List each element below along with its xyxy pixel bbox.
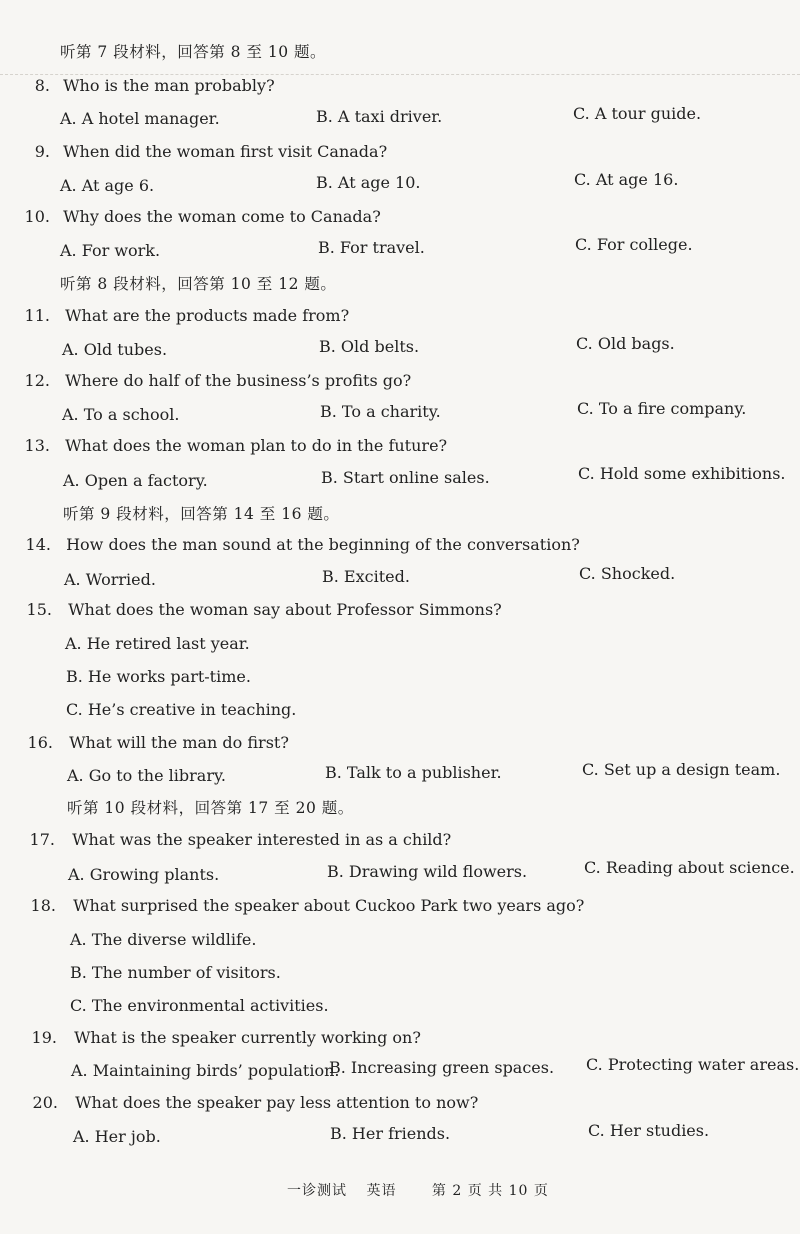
option-b: B. Old belts.	[319, 337, 420, 356]
question-number: 17.	[29, 830, 55, 849]
option-a: A. He retired last year.	[65, 634, 250, 653]
question-text: Where do half of the business’s profits go?	[65, 371, 412, 390]
question-number: 13.	[24, 436, 50, 455]
footer-page-number: 第 2 页 共 10 页	[431, 1183, 549, 1199]
option-b: B. Talk to a publisher.	[325, 763, 502, 782]
section-heading: 听第 8 段材料，回答第 10 至 12 题。	[60, 275, 337, 293]
question-text: What was the speaker interested in as a child?	[72, 830, 452, 849]
option-a: A. To a school.	[62, 405, 180, 424]
option-a: A. Old tubes.	[62, 340, 168, 359]
section-heading: 听第 9 段材料，回答第 14 至 16 题。	[63, 505, 340, 523]
question-text: When did the woman first visit Canada?	[63, 142, 388, 161]
option-b: B. He works part-time.	[66, 667, 251, 686]
question-number: 8.	[34, 76, 50, 95]
question-17	[27, 830, 451, 849]
question-9	[30, 142, 387, 161]
option-a: A. The diverse wildlife.	[70, 930, 257, 949]
option-c: C. To a fire company.	[577, 399, 747, 418]
option-b: B. A taxi driver.	[316, 107, 443, 126]
option-a: A. Her job.	[73, 1127, 161, 1146]
question-text: What will the man do first?	[69, 733, 289, 752]
option-c: C. Protecting water areas.	[586, 1055, 800, 1074]
question-number: 16.	[27, 733, 53, 752]
question-11	[22, 306, 349, 325]
question-number: 10.	[24, 207, 50, 226]
question-15	[24, 600, 502, 619]
section-heading: 听第 7 段材料，回答第 8 至 10 题。	[60, 43, 327, 61]
option-b: B. Excited.	[322, 567, 410, 586]
scan-divider	[0, 74, 800, 75]
option-c: C. For college.	[575, 235, 693, 254]
option-c: C. He’s creative in teaching.	[66, 700, 297, 719]
option-b: B. Her friends.	[330, 1124, 451, 1143]
option-b: B. Start online sales.	[321, 468, 490, 487]
question-19	[29, 1028, 421, 1047]
page-footer	[287, 1180, 549, 1200]
question-number: 14.	[25, 535, 51, 554]
option-c: C. At age 16.	[574, 170, 679, 189]
question-text: How does the man sound at the beginning of the conversation?	[66, 535, 580, 554]
option-c: C. Reading about science.	[584, 858, 795, 877]
option-a: A. For work.	[60, 241, 161, 260]
footer-exam-name: 一诊测试	[287, 1183, 347, 1199]
question-16	[25, 733, 289, 752]
option-a: A. Growing plants.	[68, 865, 220, 884]
option-c: C. Set up a design team.	[582, 760, 781, 779]
option-c: C. A tour guide.	[573, 104, 702, 123]
question-13	[22, 436, 447, 455]
option-a: A. A hotel manager.	[60, 109, 220, 128]
question-10	[22, 207, 381, 226]
option-a: A. At age 6.	[60, 176, 155, 195]
option-b: B. Increasing green spaces.	[329, 1058, 555, 1077]
question-text: What does the speaker pay less attention to now?	[75, 1093, 479, 1112]
question-text: Who is the man probably?	[63, 76, 275, 95]
question-20	[30, 1093, 478, 1112]
question-18	[28, 896, 584, 915]
question-text: Why does the woman come to Canada?	[63, 207, 381, 226]
option-b: B. For travel.	[318, 238, 425, 257]
option-c: C. Hold some exhibitions.	[578, 464, 786, 483]
question-number: 20.	[32, 1093, 58, 1112]
question-number: 18.	[30, 896, 56, 915]
question-number: 11.	[24, 306, 50, 325]
option-c: C. Shocked.	[579, 564, 676, 583]
question-8	[30, 76, 275, 95]
option-b: B. To a charity.	[320, 402, 441, 421]
question-text: What is the speaker currently working on?	[74, 1028, 421, 1047]
option-b: B. Drawing wild flowers.	[327, 862, 528, 881]
section-heading: 听第 10 段材料，回答第 17 至 20 题。	[67, 799, 354, 817]
option-c: C. Her studies.	[588, 1121, 710, 1140]
question-number: 12.	[24, 371, 50, 390]
question-text: What surprised the speaker about Cuckoo Park two years ago?	[73, 896, 585, 915]
option-c: C. The environmental activities.	[70, 996, 329, 1015]
option-a: A. Go to the library.	[67, 766, 226, 785]
option-a: A. Worried.	[64, 570, 156, 589]
option-b: B. At age 10.	[316, 173, 421, 192]
option-a: A. Open a factory.	[63, 471, 208, 490]
option-b: B. The number of visitors.	[70, 963, 281, 982]
question-14	[23, 535, 580, 554]
question-text: What are the products made from?	[65, 306, 350, 325]
question-text: What does the woman say about Professor Simmons?	[68, 600, 502, 619]
option-a: A. Maintaining birds’ population.	[71, 1061, 340, 1080]
question-12	[22, 371, 411, 390]
question-number: 15.	[26, 600, 52, 619]
question-number: 9.	[34, 142, 50, 161]
option-c: C. Old bags.	[576, 334, 675, 353]
question-number: 19.	[31, 1028, 57, 1047]
footer-subject: 英语	[366, 1183, 397, 1199]
question-text: What does the woman plan to do in the future?	[65, 436, 448, 455]
